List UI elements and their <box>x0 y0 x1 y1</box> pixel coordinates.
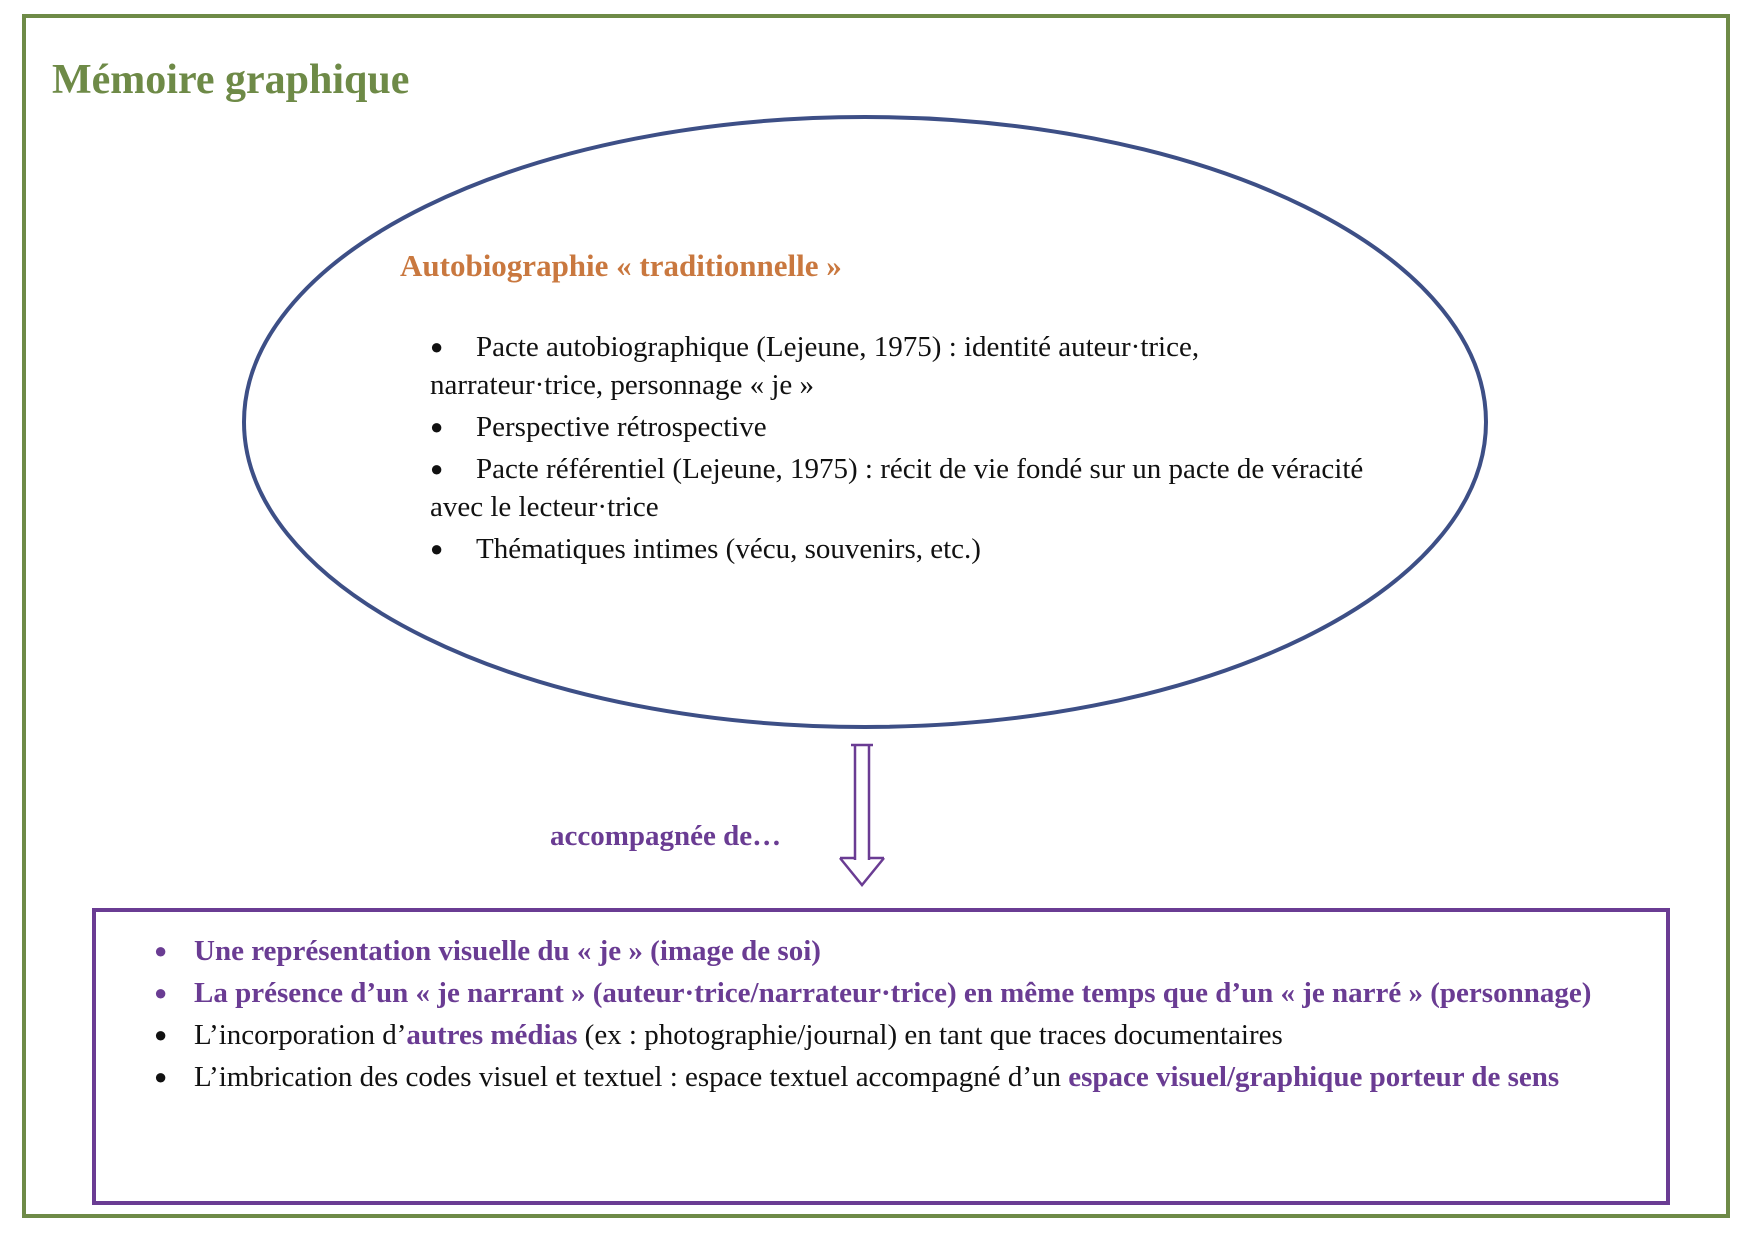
traditional-heading: Autobiographie « traditionnelle » <box>400 248 842 283</box>
list-item <box>430 328 1370 404</box>
list-item-text: Thématiques intimes (vécu, souvenirs, etc.) <box>476 533 981 565</box>
bullet-icon: ● <box>430 456 444 481</box>
list-item-text: Pacte référentiel (Lejeune, 1975) : récit de vie fondé sur un pacte de véracité avec le lecteur·trice <box>430 453 1364 523</box>
bullet-icon: ● <box>154 1064 168 1089</box>
bullet-icon: ● <box>154 938 168 963</box>
graphic-features-list <box>150 932 1620 1100</box>
list-item <box>150 1016 1620 1054</box>
list-item-text: La présence d’un « je narrant » (auteur·trice/narrateur·trice) en même temps que d’un « je narré » (personnage) <box>194 977 1592 1009</box>
list-item-highlight: espace visuel/graphique porteur de sens <box>1068 1061 1560 1093</box>
list-item <box>430 408 1370 446</box>
traditional-list <box>430 328 1370 572</box>
list-item-text: Pacte autobiographique (Lejeune, 1975) : identité auteur·trice, narrateur·trice, personnage « je » <box>430 331 1200 401</box>
bullet-icon: ● <box>154 1022 168 1047</box>
bullet-icon: ● <box>154 980 168 1005</box>
list-item-text: Une représentation visuelle du « je » (image de soi) <box>194 935 821 967</box>
list-item-text: Perspective rétrospective <box>476 411 767 443</box>
list-item <box>430 450 1370 526</box>
list-item-text-suffix: (ex : photographie/journal) en tant que traces documentaires <box>577 1019 1283 1051</box>
bullet-icon: ● <box>430 334 444 359</box>
bullet-icon: ● <box>430 414 444 439</box>
list-item-highlight: autres médias <box>406 1019 578 1051</box>
connector-label: accompagnée de… <box>550 820 782 852</box>
list-item-text-prefix: L’imbrication des codes visuel et textuel : espace textuel accompagné d’un <box>194 1061 1069 1093</box>
list-item <box>430 530 1370 568</box>
list-item <box>150 974 1620 1012</box>
bullet-icon: ● <box>430 536 444 561</box>
page-title: Mémoire graphique <box>52 57 410 103</box>
list-item <box>150 1058 1620 1096</box>
list-item <box>150 932 1620 970</box>
list-item-text-prefix: L’incorporation d’ <box>194 1019 407 1051</box>
